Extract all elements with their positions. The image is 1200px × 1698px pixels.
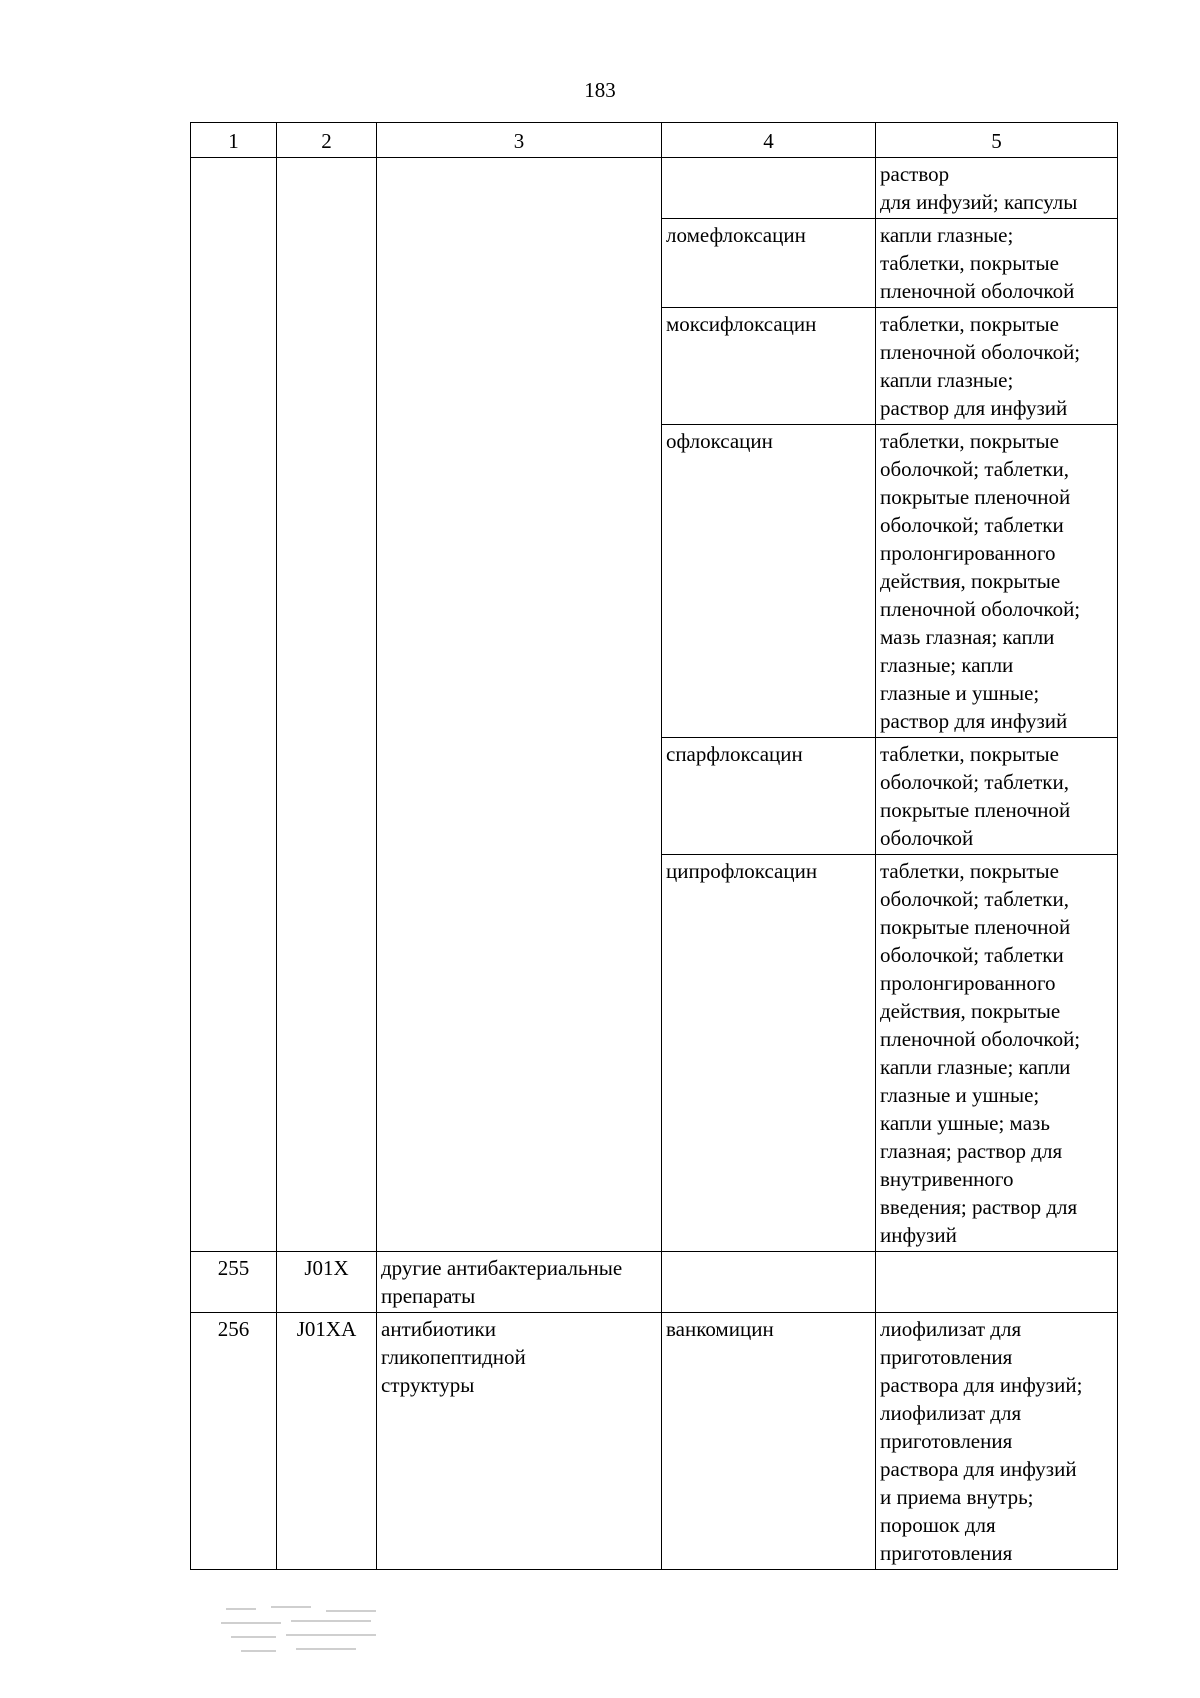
dosage-form-cell: таблетки, покрытые оболочкой; таблетки, покрытые пленочной оболочкой; таблетки пролонгированного действия, покрытые пленочной оболочкой; мазь глазная; капли глазные; капли глазные и ушные; раствор для инфузий [876, 425, 1118, 738]
header-row [191, 123, 1118, 158]
dosage-form-cell: лиофилизат для приготовления раствора для инфузий; лиофилизат для приготовления раствора для инфузий и приема внутрь; порошок для приготовления [876, 1313, 1118, 1570]
scan-noise-mark [216, 1600, 391, 1668]
inn-cell [662, 158, 876, 219]
inn-cell: ломефлоксацин [662, 219, 876, 308]
inn-cell: ванкомицин [662, 1313, 876, 1570]
num-cell-empty [191, 158, 277, 1252]
group-cell-empty [377, 158, 662, 1252]
dosage-form-cell [876, 1252, 1118, 1313]
atc-code: J01X [277, 1252, 377, 1313]
inn-cell: ципрофлоксацин [662, 855, 876, 1252]
drug-table [190, 122, 1118, 1570]
atc-group-name: другие антибактериальные препараты [377, 1252, 662, 1313]
code-cell-empty [277, 158, 377, 1252]
table-row-256 [191, 1313, 1118, 1570]
row-number: 256 [191, 1313, 277, 1570]
dosage-form-cell: таблетки, покрытые оболочкой; таблетки, покрытые пленочной оболочкой [876, 738, 1118, 855]
row-number: 255 [191, 1252, 277, 1313]
atc-code: J01XA [277, 1313, 377, 1570]
header-col-4: 4 [662, 123, 876, 158]
dosage-form-cell: таблетки, покрытые оболочкой; таблетки, покрытые пленочной оболочкой; таблетки пролонгированного действия, покрытые пленочной оболочкой; капли глазные; капли глазные и ушные; капли ушные; мазь глазная; раствор для внутривенного введения; раствор для инфузий [876, 855, 1118, 1252]
dosage-form-cell: таблетки, покрытые пленочной оболочкой; капли глазные; раствор для инфузий [876, 308, 1118, 425]
inn-cell: спарфлоксацин [662, 738, 876, 855]
inn-cell: офлоксацин [662, 425, 876, 738]
table-row [191, 158, 1118, 219]
header-col-3: 3 [377, 123, 662, 158]
page-number: 183 [584, 78, 616, 102]
dosage-form-cell: раствор для инфузий; капсулы [876, 158, 1118, 219]
inn-cell [662, 1252, 876, 1313]
inn-cell: моксифлоксацин [662, 308, 876, 425]
header-col-2: 2 [277, 123, 377, 158]
table-row-255 [191, 1252, 1118, 1313]
atc-group-name: антибиотики гликопептидной структуры [377, 1313, 662, 1570]
header-col-1: 1 [191, 123, 277, 158]
dosage-form-cell: капли глазные; таблетки, покрытые пленочной оболочкой [876, 219, 1118, 308]
header-col-5: 5 [876, 123, 1118, 158]
